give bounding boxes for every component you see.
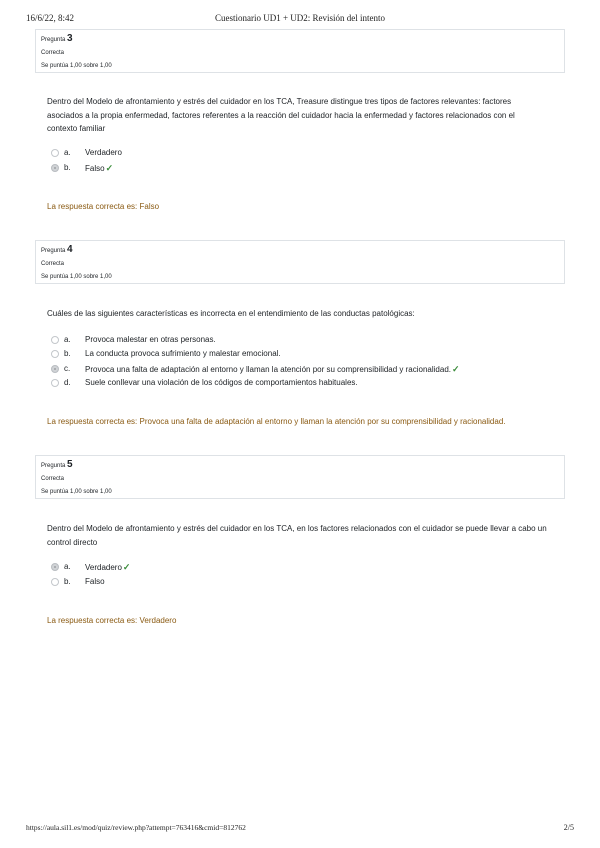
print-title: Cuestionario UD1 + UD2: Revisión del intento (214, 13, 386, 23)
correct-answer-feedback: La respuesta correcta es: Verdadero (47, 616, 177, 625)
question-state: Correcta (41, 476, 65, 482)
page-number: 2/5 (563, 823, 574, 832)
print-footer (0, 823, 600, 837)
answer-text: Provoca una falta de adaptación al entorno y llaman la atención por su comprensibilidad y racionalidad.✓ (85, 364, 460, 374)
question-state: Correcta (41, 261, 65, 267)
question-text-3: Dentro del Modelo de afrontamiento y estrés del cuidador en los TCA, Treasure distingue tres tipos de factores relevantes: factores asociados a la propia enfermedad, factores referentes a la reacción del cuidador hacia la enfermedad y factores relacionados con el contexto familiar (47, 97, 515, 133)
check-icon: ✓ (105, 163, 114, 173)
answer-text: Suele conllevar una violación de los códigos de comportamientos habituales. (85, 378, 358, 387)
radio-button[interactable] (51, 149, 59, 157)
check-icon: ✓ (452, 364, 460, 374)
answer-letter: a. (64, 335, 71, 344)
radio-button-selected[interactable] (51, 563, 59, 571)
answer-option[interactable] (51, 577, 551, 589)
answer-option[interactable] (51, 335, 551, 347)
question-grade: Se puntúa 1,00 sobre 1,00 (41, 489, 112, 495)
answer-letter: b. (64, 577, 71, 586)
radio-button-selected[interactable] (51, 164, 59, 172)
answer-option-selected[interactable] (51, 562, 551, 574)
correct-answer-feedback: La respuesta correcta es: Provoca una falta de adaptación al entorno y llaman la atención por su comprensibilidad y racionalidad. (47, 417, 506, 426)
radio-button[interactable] (51, 379, 59, 387)
answer-text: Falso (85, 577, 105, 586)
answer-text: Provoca malestar en otras personas. (85, 335, 216, 344)
check-icon: ✓ (122, 562, 131, 572)
question-number: Pregunta 4 (41, 244, 73, 255)
answer-text: La conducta provoca sufrimiento y malestar emocional. (85, 349, 281, 358)
question-text-5: Dentro del Modelo de afrontamiento y estrés del cuidador en los TCA, en los factores relacionados con el cuidador se puede llevar a cabo un control directo (47, 524, 547, 547)
question-grade: Se puntúa 1,00 sobre 1,00 (41, 63, 112, 69)
answer-letter: d. (64, 378, 71, 387)
answer-letter: c. (64, 364, 71, 373)
question-text-4: Cuáles de las siguientes características es incorrecta en el entendimiento de las conductas patológicas: (47, 309, 415, 318)
answer-option[interactable] (51, 148, 551, 160)
answer-letter: b. (64, 349, 71, 358)
radio-button[interactable] (51, 350, 59, 358)
question-info-3 (35, 29, 565, 73)
question-info-5 (35, 455, 565, 499)
answer-text: Falso✓ (85, 163, 114, 173)
question-info-4 (35, 240, 565, 284)
answer-option[interactable] (51, 349, 551, 361)
answer-text: Verdadero (85, 148, 122, 157)
page-url: https://aula.sil1.es/mod/quiz/review.php?attempt=763416&cmid=812762 (26, 823, 246, 832)
question-number: Pregunta 5 (41, 459, 73, 470)
question-grade: Se puntúa 1,00 sobre 1,00 (41, 274, 112, 280)
correct-answer-feedback: La respuesta correcta es: Falso (47, 202, 160, 211)
question-number: Pregunta 3 (41, 33, 73, 44)
radio-button[interactable] (51, 336, 59, 344)
radio-button[interactable] (51, 578, 59, 586)
question-state: Correcta (41, 50, 65, 56)
print-date: 16/6/22, 8:42 (26, 13, 75, 23)
answer-letter: a. (64, 148, 71, 157)
radio-button-selected[interactable] (51, 365, 59, 373)
answer-letter: a. (64, 562, 71, 571)
answer-letter: b. (64, 163, 71, 172)
answer-option-selected[interactable] (51, 364, 551, 376)
print-header (0, 13, 600, 27)
answer-option-selected[interactable] (51, 163, 551, 175)
answer-text: Verdadero✓ (85, 562, 131, 572)
answer-option[interactable] (51, 378, 551, 390)
